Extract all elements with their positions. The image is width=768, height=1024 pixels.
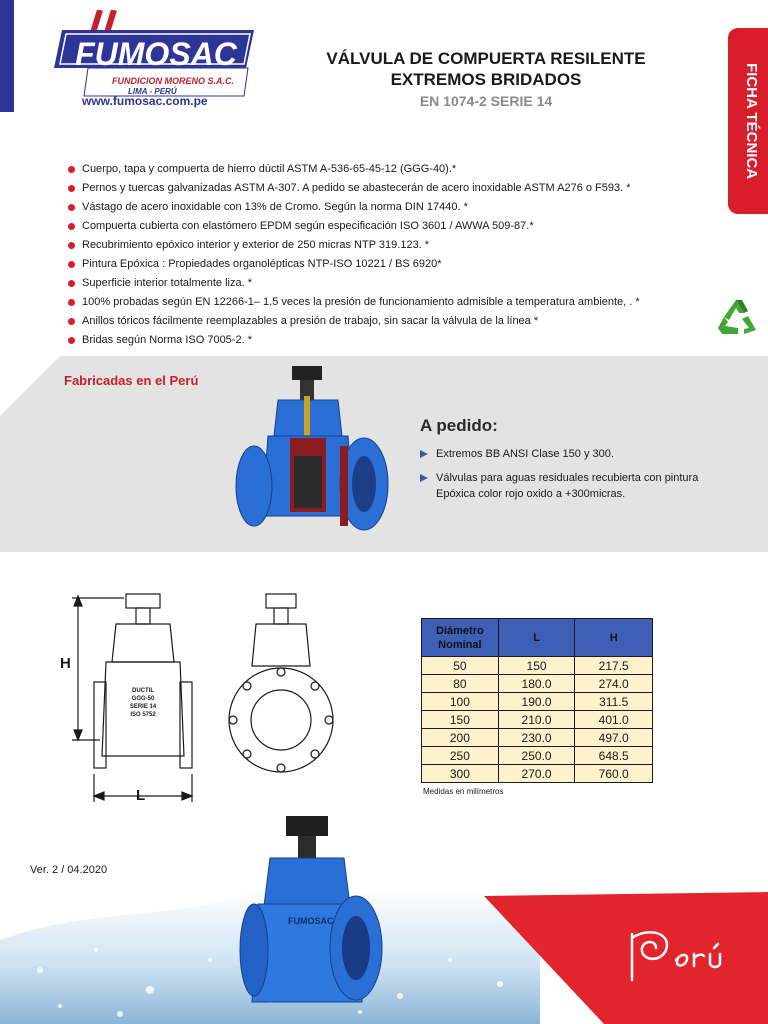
table-cell: 497.0 bbox=[575, 729, 653, 747]
table-cell: 217.5 bbox=[575, 657, 653, 675]
table-cell: 250.0 bbox=[498, 747, 575, 765]
website-link[interactable]: www.fumosac.com.pe bbox=[82, 94, 208, 108]
left-accent-stripe bbox=[0, 0, 14, 112]
table-cell: 401.0 bbox=[575, 711, 653, 729]
bullet-icon bbox=[68, 242, 75, 249]
bullet-icon bbox=[68, 204, 75, 211]
logo-company-name: FUNDICION MORENO S.A.C. bbox=[112, 76, 235, 86]
length-dimension-label: L bbox=[136, 787, 146, 804]
feature-item bbox=[66, 160, 706, 179]
column-header-height: H bbox=[575, 619, 653, 657]
table-header-row bbox=[422, 619, 653, 657]
body-marking-line: GGG-50 bbox=[131, 696, 155, 702]
table-cell: 80 bbox=[422, 675, 499, 693]
feature-text: Compuerta cubierta con elastómero EPDM según especificación ISO 3601 / AWWA 509-87.* bbox=[82, 220, 534, 232]
feature-item bbox=[66, 312, 706, 331]
body-marking-line: DUCTIL bbox=[132, 688, 154, 694]
recycle-icon bbox=[714, 298, 758, 338]
on-request-list bbox=[420, 446, 720, 510]
feature-text: Cuerpo, tapa y compuerta de hierro dúctil ASTM A-536-65-45-12 (GGG-40).* bbox=[82, 163, 457, 175]
bullet-icon bbox=[68, 185, 75, 192]
logo-brand-name: FUMOSAC bbox=[75, 36, 237, 72]
bullet-icon bbox=[68, 166, 75, 173]
feature-item bbox=[66, 198, 706, 217]
table-cell: 270.0 bbox=[498, 765, 575, 783]
feature-text: Anillos tóricos fácilmente reemplazables a presión de trabajo, sin sacar la válvula de la línea * bbox=[82, 315, 539, 327]
table-cell: 311.5 bbox=[575, 693, 653, 711]
table-cell: 190.0 bbox=[498, 693, 575, 711]
feature-text: Pernos y tuercas galvanizadas ASTM A-307. A pedido se abastecerán de acero inoxidable ASTM A276 o F593. * bbox=[82, 182, 631, 194]
feature-text: 100% probadas según EN 12266-1– 1.5 veces la presión de funcionamiento admisible a temperatura ambiente, . * bbox=[82, 296, 640, 308]
bottom-valve-marking: FUMOSAC bbox=[288, 916, 334, 926]
table-cell: 100 bbox=[422, 693, 499, 711]
table-row bbox=[422, 657, 653, 675]
triangle-bullet-icon bbox=[420, 474, 428, 482]
table-cell: 50 bbox=[422, 657, 499, 675]
bullet-icon bbox=[68, 299, 75, 306]
body-marking-line: ISO 5752 bbox=[130, 712, 156, 718]
table-cell: 210.0 bbox=[498, 711, 575, 729]
column-header-length: L bbox=[498, 619, 575, 657]
bullet-icon bbox=[68, 223, 75, 230]
dimensions-table bbox=[421, 618, 653, 783]
document-title bbox=[290, 48, 682, 112]
bullet-icon bbox=[68, 337, 75, 344]
feature-list bbox=[66, 160, 706, 350]
made-in-peru-label: Fabricadas en el Perú bbox=[64, 373, 199, 388]
peru-brand-logo-icon bbox=[620, 924, 730, 984]
triangle-bullet-icon bbox=[420, 450, 428, 458]
title-line-2: EXTREMOS BRIDADOS bbox=[390, 70, 582, 89]
body-marking-line: SERIE 14 bbox=[129, 704, 157, 710]
table-row bbox=[422, 747, 653, 765]
on-request-text: Válvulas para aguas residuales recubierta con pintura Epóxica color rojo oxido a +300micras. bbox=[436, 472, 699, 500]
table-cell: 300 bbox=[422, 765, 499, 783]
feature-item bbox=[66, 179, 706, 198]
table-row bbox=[422, 711, 653, 729]
table-row bbox=[422, 693, 653, 711]
table-cell: 150 bbox=[422, 711, 499, 729]
feature-text: Bridas según Norma ISO 7005-2. * bbox=[82, 334, 252, 346]
band-corner-shape bbox=[0, 356, 60, 416]
feature-item bbox=[66, 293, 706, 312]
bullet-icon bbox=[68, 261, 75, 268]
gate-valve-cutaway-image bbox=[230, 366, 410, 556]
table-row bbox=[422, 765, 653, 783]
valve-dimension-drawing bbox=[60, 590, 340, 810]
on-request-item bbox=[420, 470, 720, 502]
height-dimension-label: H bbox=[60, 655, 71, 672]
table-cell: 200 bbox=[422, 729, 499, 747]
feature-text: Pintura Epóxica : Propiedades organolépticas NTP-ISO 10221 / BS 6920* bbox=[82, 258, 442, 270]
feature-item bbox=[66, 255, 706, 274]
table-cell: 180.0 bbox=[498, 675, 575, 693]
column-header-diameter: Diámetro Nominal bbox=[422, 619, 499, 657]
table-row bbox=[422, 729, 653, 747]
table-cell: 150 bbox=[498, 657, 575, 675]
feature-text: Vástago de acero inoxidable con 13% de Cromo. Según la norma DIN 17440. * bbox=[82, 201, 468, 213]
feature-item bbox=[66, 217, 706, 236]
table-cell: 648.5 bbox=[575, 747, 653, 765]
bullet-icon bbox=[68, 318, 75, 325]
bullet-icon bbox=[68, 280, 75, 287]
table-cell: 760.0 bbox=[575, 765, 653, 783]
logo-location: LIMA - PERÚ bbox=[128, 87, 177, 96]
fumosac-logo bbox=[48, 10, 268, 100]
feature-text: Recubrimiento epóxico interior y exterior de 250 micras NTP 319.123. * bbox=[82, 239, 430, 251]
table-cell: 274.0 bbox=[575, 675, 653, 693]
on-request-item bbox=[420, 446, 720, 462]
document-version: Ver. 2 / 04.2020 bbox=[30, 864, 108, 876]
standard-label: EN 1074-2 SERIE 14 bbox=[419, 93, 553, 109]
on-request-text: Extremos BB ANSI Clase 150 y 300. bbox=[436, 448, 614, 460]
feature-item bbox=[66, 274, 706, 293]
feature-item bbox=[66, 236, 706, 255]
table-cell: 250 bbox=[422, 747, 499, 765]
table-row bbox=[422, 675, 653, 693]
ficha-tecnica-label: FICHA TÉCNICA bbox=[743, 62, 760, 180]
feature-item bbox=[66, 331, 706, 350]
bottom-water-splash-art bbox=[0, 800, 768, 1024]
table-cell: 230.0 bbox=[498, 729, 575, 747]
title-line-1: VÁLVULA DE COMPUERTA RESILENTE bbox=[326, 49, 646, 68]
on-request-title: A pedido: bbox=[420, 416, 498, 435]
table-units-note: Medidas en milímetros bbox=[423, 787, 504, 796]
feature-text: Superficie interior totalmente liza. * bbox=[82, 277, 252, 289]
